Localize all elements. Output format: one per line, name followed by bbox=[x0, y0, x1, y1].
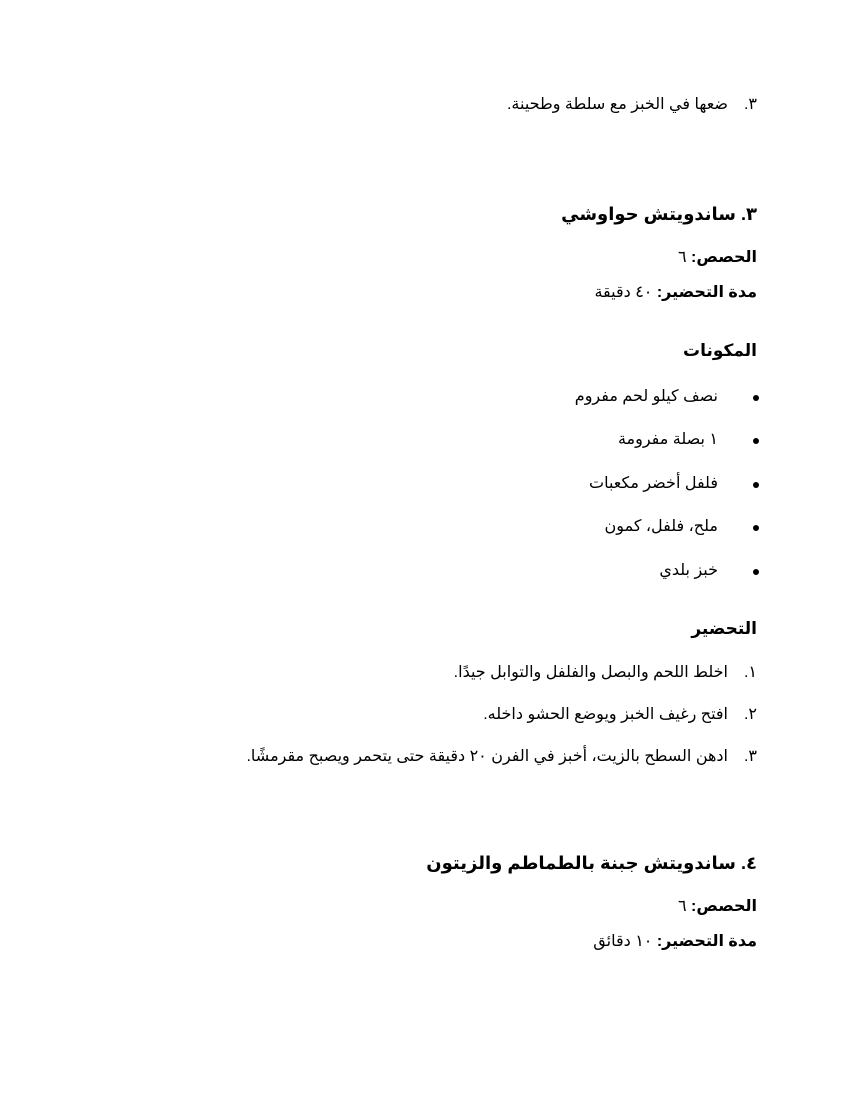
ingredient-item: ١ بصلة مفرومة bbox=[617, 431, 718, 448]
ingredient-item: فلفل أخضر مكعبات bbox=[589, 475, 718, 492]
recipe4-servings-value: ٦ bbox=[678, 898, 687, 915]
bullet-icon bbox=[753, 482, 759, 488]
step-number: ٣. bbox=[743, 748, 757, 765]
top-step-number: ٣. bbox=[743, 96, 757, 113]
step-number: ٢. bbox=[743, 706, 757, 723]
recipe3-ingredients-title: المكونات bbox=[682, 341, 757, 360]
recipe4-servings bbox=[678, 897, 757, 917]
bullet-icon bbox=[753, 438, 759, 444]
bullet-icon bbox=[753, 525, 759, 531]
recipe3-time-label: مدة التحضير: bbox=[656, 284, 757, 301]
recipe3-servings-value: ٦ bbox=[678, 249, 687, 266]
top-step-text: ضعها في الخبز مع سلطة وطحينة. bbox=[506, 96, 728, 113]
recipe4-time bbox=[593, 932, 757, 952]
recipe4-title: ٤. ساندويتش جبنة بالطماطم والزيتون bbox=[426, 853, 757, 873]
bullet-icon bbox=[753, 569, 759, 575]
bullet-icon bbox=[753, 395, 759, 401]
recipe3-title: ٣. ساندويتش حواوشي bbox=[561, 204, 757, 224]
step-number: ١. bbox=[743, 664, 757, 681]
step-text: ادهن السطح بالزيت، أخبز في الفرن ٢٠ دقيقة حتى يتحمر ويصبح مقرمشًا. bbox=[246, 748, 728, 765]
recipe4-servings-label: الحصص: bbox=[691, 898, 757, 915]
recipe3-time bbox=[594, 283, 757, 303]
ingredient-item: نصف كيلو لحم مفروم bbox=[574, 388, 718, 405]
recipe3-prep-title: التحضير bbox=[691, 619, 757, 638]
ingredient-item: خبز بلدي bbox=[659, 562, 718, 579]
recipe3-servings bbox=[678, 248, 757, 268]
ingredient-item: ملح، فلفل، كمون bbox=[604, 518, 718, 535]
step-text: اخلط اللحم والبصل والفلفل والتوابل جيدًا. bbox=[453, 664, 728, 681]
recipe3-servings-label: الحصص: bbox=[691, 249, 757, 266]
recipe4-time-value: ١٠ دقائق bbox=[593, 933, 653, 950]
recipe3-time-value: ٤٠ دقيقة bbox=[594, 284, 653, 301]
recipe4-time-label: مدة التحضير: bbox=[656, 933, 757, 950]
step-text: افتح رغيف الخبز ويوضع الحشو داخله. bbox=[483, 706, 728, 723]
